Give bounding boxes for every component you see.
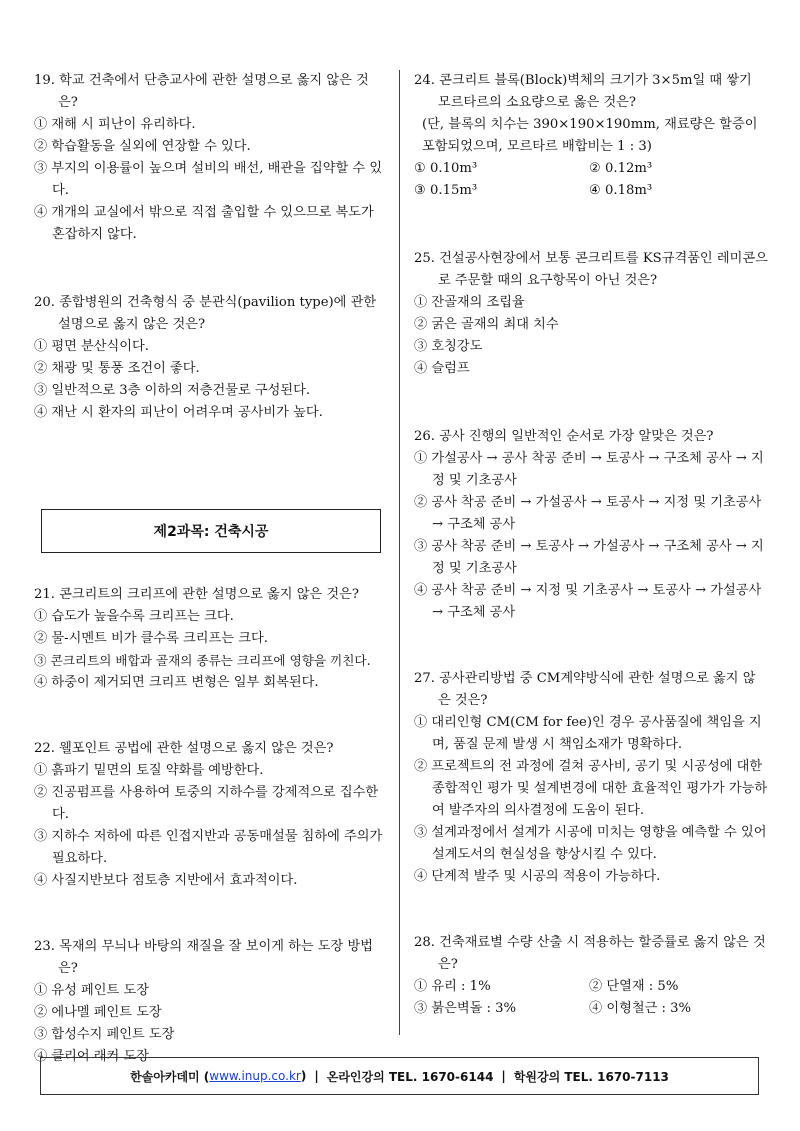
question-26 xyxy=(414,426,768,624)
option: ① 평면 분산식이다. xyxy=(34,339,149,354)
footer-banner xyxy=(40,1057,759,1095)
option: ② 프로젝트의 전 과정에 걸쳐 공사비, 공기 및 시공성에 대한 종합적인 평가 및 설계변경에 대한 효율적인 평가가 가능하여 발주자의 의사결정에 도움이 된다. xyxy=(414,759,768,818)
option: ③ 호칭강도 xyxy=(414,339,483,354)
question-text: 22. 웰포인트 공법에 관한 설명으로 옳지 않은 것은? xyxy=(34,741,334,756)
option: ① 대리인형 CM(CM for fee)인 경우 공사품질에 책임을 지며, 품질 문제 발생 시 책임소재가 명확하다. xyxy=(414,715,762,752)
question-25 xyxy=(414,248,768,380)
question-text: 28. 건축재료별 수량 산출 시 적용하는 할증률로 옳지 않은 것은? xyxy=(414,935,766,972)
question-21 xyxy=(34,584,386,694)
option: ② 채광 및 통풍 조건이 좋다. xyxy=(34,361,200,376)
question-20 xyxy=(34,292,386,424)
option: ③ 콘크리트의 배합과 골재의 종류는 크리프에 영향을 끼친다. xyxy=(34,653,371,668)
option: ③ 지하수 저하에 따른 인접지반과 공동매설물 침하에 주의가 필요하다. xyxy=(34,829,383,866)
option: ① 재해 시 피난이 유리하다. xyxy=(34,117,196,132)
option: ④ 슬럼프 xyxy=(414,361,470,376)
option: ④ 단계적 발주 및 시공의 적용이 가능하다. xyxy=(414,869,661,884)
question-text: 21. 콘크리트의 크리프에 관한 설명으로 옳지 않은 것은? xyxy=(34,587,359,602)
option-row xyxy=(414,998,768,1020)
option: ② 학습활동을 실외에 연장할 수 있다. xyxy=(34,139,251,154)
option: ④ 개개의 교실에서 밖으로 직접 출입할 수 있으므로 복도가 혼잡하지 않다. xyxy=(34,205,374,242)
online-lecture-tel: 온라인강의 TEL. 1670-6144 xyxy=(326,1069,494,1084)
option: ② 진공펌프를 사용하여 토중의 지하수를 강제적으로 집수한다. xyxy=(34,785,379,822)
question-text: 25. 건설공사현장에서 보통 콘크리트를 KS규격품인 레미콘으로 주문할 때의 요구항목이 아닌 것은? xyxy=(414,251,768,288)
question-text: 26. 공사 진행의 일반적인 순서로 가장 알맞은 것은? xyxy=(414,429,714,444)
option: ④ 사질지반보다 점토층 지반에서 효과적이다. xyxy=(34,873,298,888)
column-divider xyxy=(399,70,400,1035)
academy-name: 한솔아카데미 ( xyxy=(130,1069,210,1084)
option: ③ 0.15m³ xyxy=(414,183,478,198)
question-27 xyxy=(414,668,768,888)
option: ③ 공사 착공 준비 → 토공사 → 가설공사 → 구조체 공사 → 지정 및 기초공사 xyxy=(414,539,764,576)
question-text: 27. 공사관리방법 중 CM계약방식에 관한 설명으로 옳지 않은 것은? xyxy=(414,671,756,708)
question-text: 20. 종합병원의 건축형식 중 분관식(pavilion type)에 관한 설명으로 옳지 않은 것은? xyxy=(34,295,377,332)
option: ① 가설공사 → 공사 착공 준비 → 토공사 → 구조체 공사 → 지정 및 기초공사 xyxy=(414,451,764,488)
question-text: 24. 콘크리트 블록(Block)벽체의 크기가 3×5m일 때 쌓기 모르타르의 소요량으로 옳은 것은? xyxy=(414,73,752,110)
option-row xyxy=(414,180,768,202)
academy-name-close: ) xyxy=(300,1069,307,1083)
question-note: (단, 블록의 치수는 390×190×190mm, 재료량은 할증이 포함되었으며, 모르타르 배합비는 1 : 3) xyxy=(422,117,758,154)
option: ④ 클리어 래커 도장 xyxy=(34,1049,149,1064)
option: ① 유리 : 1% xyxy=(414,979,491,994)
option: ① 0.10m³ xyxy=(414,161,478,176)
question-22 xyxy=(34,738,386,892)
campus-lecture-tel: 학원강의 TEL. 1670-7113 xyxy=(513,1069,669,1084)
question-text: 19. 학교 건축에서 단층교사에 관한 설명으로 옳지 않은 것은? xyxy=(34,73,369,110)
separator: | xyxy=(314,1069,319,1083)
question-24 xyxy=(414,70,768,202)
option: ④ 이형철근 : 3% xyxy=(589,1001,692,1016)
option: ① 습도가 높을수록 크리프는 크다. xyxy=(34,609,234,624)
left-column-lower xyxy=(34,584,386,1068)
option: ② 0.12m³ xyxy=(589,161,653,176)
option: ③ 설계과정에서 설계가 시공에 미치는 영향을 예측할 수 있어 설계도서의 현실성을 향상시킬 수 있다. xyxy=(414,825,767,862)
option: ① 흙파기 밑면의 토질 약화를 예방한다. xyxy=(34,763,264,778)
option-row xyxy=(414,976,768,998)
option: ④ 하중이 제거되면 크리프 변형은 일부 회복된다. xyxy=(34,675,319,690)
option: ② 물-시멘트 비가 클수록 크리프는 크다. xyxy=(34,631,268,646)
option: ③ 부지의 이용률이 높으며 설비의 배선, 배관을 집약할 수 있다. xyxy=(34,161,383,198)
option: ② 공사 착공 준비 → 가설공사 → 토공사 → 지정 및 기초공사 → 구조체 공사 xyxy=(414,495,762,532)
question-23 xyxy=(34,936,386,1068)
option: ④ 0.18m³ xyxy=(589,183,653,198)
option: ④ 재난 시 환자의 피난이 어려우며 공사비가 높다. xyxy=(34,405,323,420)
option: ③ 일반적으로 3층 이하의 저층건물로 구성된다. xyxy=(34,383,311,398)
option: ① 유성 페인트 도장 xyxy=(34,983,149,998)
option: ④ 공사 착공 준비 → 지정 및 기초공사 → 토공사 → 가설공사 → 구조체 공사 xyxy=(414,583,762,620)
option-row xyxy=(414,158,768,180)
left-column xyxy=(34,70,386,424)
option: ② 굵은 골재의 최대 치수 xyxy=(414,317,559,332)
option: ③ 합성수지 페인트 도장 xyxy=(34,1027,175,1042)
option: ③ 붉은벽돌 : 3% xyxy=(414,1001,517,1016)
option: ① 잔골재의 조립율 xyxy=(414,295,525,310)
subject-title: 제2과목: 건축시공 xyxy=(41,509,381,553)
question-28 xyxy=(414,932,768,1020)
question-19 xyxy=(34,70,386,246)
website-link[interactable]: www.inup.co.kr xyxy=(209,1069,301,1083)
separator: | xyxy=(501,1069,506,1083)
question-text: 23. 목재의 무늬나 바탕의 재질을 잘 보이게 하는 도장 방법은? xyxy=(34,939,373,976)
option: ② 단열재 : 5% xyxy=(589,979,679,994)
option: ② 에나멜 페인트 도장 xyxy=(34,1005,162,1020)
right-column xyxy=(414,70,768,1020)
